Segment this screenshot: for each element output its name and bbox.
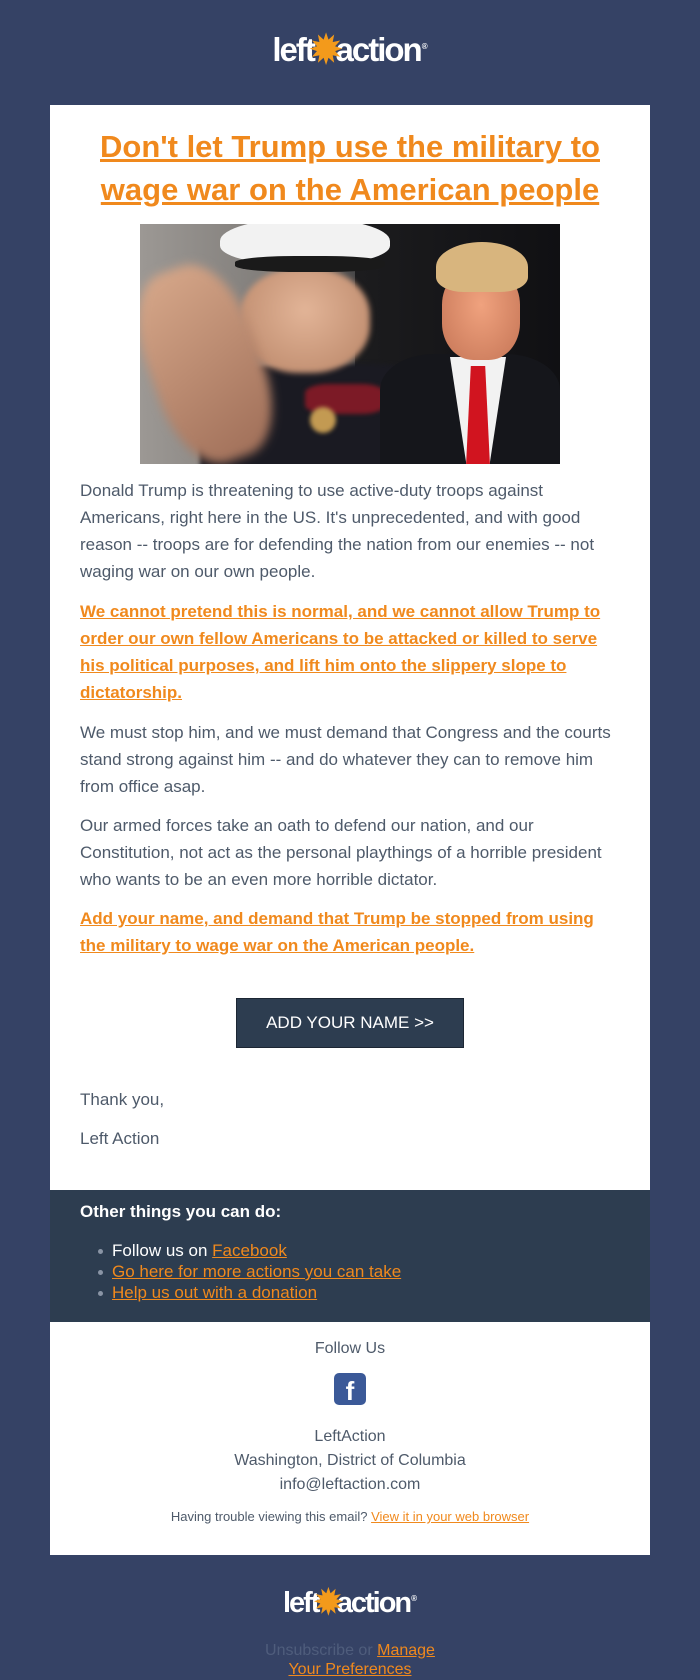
more-actions-link[interactable]: Go here for more actions you can take [112,1262,402,1281]
leftaction-logo: left✹action® [272,28,428,71]
headline-link[interactable]: Don't let Trump use the military to wage war on the American people [100,129,600,207]
main-card [50,105,650,1190]
hero-image[interactable] [140,224,560,464]
facebook-icon[interactable]: f [334,1373,366,1405]
body-paragraph-3: We must stop him, and we must demand that Congress and the courts stand strong against him -- and do whatever they can to remove him from office asap. [80,723,611,796]
add-your-name-button[interactable]: ADD YOUR NAME >> [236,998,464,1048]
body-link-2[interactable]: Add your name, and demand that Trump be stopped from using the military to wage war on the American people. [80,909,594,955]
list-item [112,1282,401,1303]
unsubscribe-link[interactable]: Unsubscribe [265,1642,354,1659]
burst-icon: ✹ [309,28,340,71]
leftaction-logo: left✹action® [283,1585,417,1620]
manage-link[interactable]: Manage [377,1642,435,1659]
burst-icon: ✹ [314,1584,341,1622]
footer-logo[interactable] [0,1585,700,1620]
org-name: LeftAction [314,1428,386,1445]
unsubscribe-line: Unsubscribe or Manage Your Preferences [265,1642,435,1678]
preferences-link[interactable]: Your Preferences [288,1661,412,1678]
body-paragraph-4: Our armed forces take an oath to defend our nation, and our Constitution, not act as the personal playthings of a horrible president who wants to be an even more horrible dictator. [80,816,602,889]
trouble-viewing: Having trouble viewing this email? View it in your web browser [170,1509,530,1524]
other-actions-list [112,1240,401,1303]
body-link-1[interactable]: We cannot pretend this is normal, and we cannot allow Trump to order our own fellow Americans to be attacked or killed to serve his political purposes, and lift him onto the slippery slope to dictatorship. [80,602,601,702]
facebook-link[interactable]: Facebook [212,1241,287,1260]
org-location: Washington, District of Columbia [234,1452,466,1469]
org-email: info@leftaction.com [279,1476,421,1493]
header-logo[interactable] [0,30,700,69]
list-item [112,1261,401,1282]
footer-card [50,1322,650,1555]
other-actions-title: Other things you can do: [80,1202,282,1221]
donation-link[interactable]: Help us out with a donation [112,1283,318,1302]
list-item: Follow us on Facebook [112,1240,401,1261]
other-actions-panel [50,1190,650,1322]
view-in-browser-link[interactable]: View it in your web browser [371,1509,530,1524]
signoff-name: Left Action [80,1129,160,1148]
thanks-text: Thank you, [80,1090,165,1109]
follow-us-title: Follow Us [314,1340,386,1357]
body-paragraph-1: Donald Trump is threatening to use active-duty troops against Americans, right here in the US. It's unprecedented, and with good reason -- troops are for defending the nation from our enemies -- not waging war on our own people. [80,481,595,581]
org-address [50,1425,650,1497]
